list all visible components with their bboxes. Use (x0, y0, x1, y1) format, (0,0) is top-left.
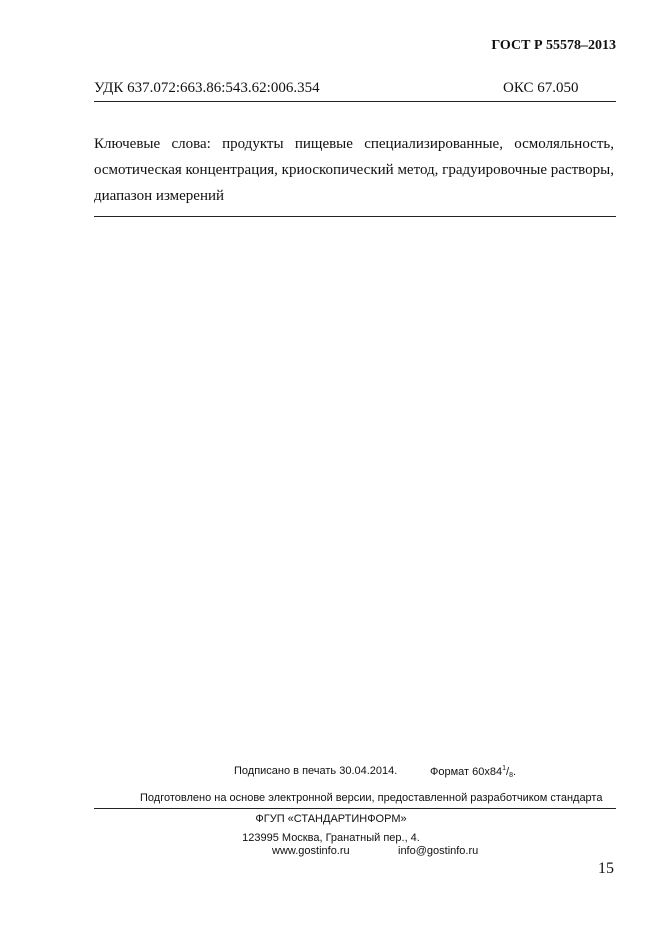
divider-imprint (94, 808, 616, 809)
format-prefix: Формат 60x84 (430, 766, 503, 778)
publisher-address: 123995 Москва, Гранатный пер., 4. (242, 832, 420, 844)
signed-for-print: Подписано в печать 30.04.2014. (234, 765, 398, 777)
publisher-website[interactable]: www.gostinfo.ru (272, 845, 350, 857)
publisher-email[interactable]: info@gostinfo.ru (398, 845, 479, 857)
format-suffix: . (512, 766, 517, 778)
format-numerator: 1 (502, 765, 507, 772)
page-number: 15 (598, 860, 614, 877)
publisher-name: ФГУП «СТАНДАРТИНФОРМ» (255, 813, 407, 825)
prepared-note: Подготовлено на основе электронной версии, предоставленной разработчиком стандарта (140, 792, 603, 804)
udc-code: УДК 637.072:663.86:543.62:006.354 (94, 80, 320, 96)
divider-keywords (94, 216, 616, 217)
oks-code: ОКС 67.050 (503, 80, 579, 96)
print-format: Формат $60x84^1/_8$. (430, 765, 517, 779)
divider-top (94, 101, 616, 102)
format-denominator: 8 (509, 772, 513, 779)
keywords-paragraph: Ключевые слова: продукты пищевые специализированные, осмоляльность, осмотическая концентрация, криоскопический метод, градуировочные растворы, диапазон измерений (94, 136, 614, 204)
standard-number: ГОСТ Р 55578–2013 (491, 38, 616, 53)
